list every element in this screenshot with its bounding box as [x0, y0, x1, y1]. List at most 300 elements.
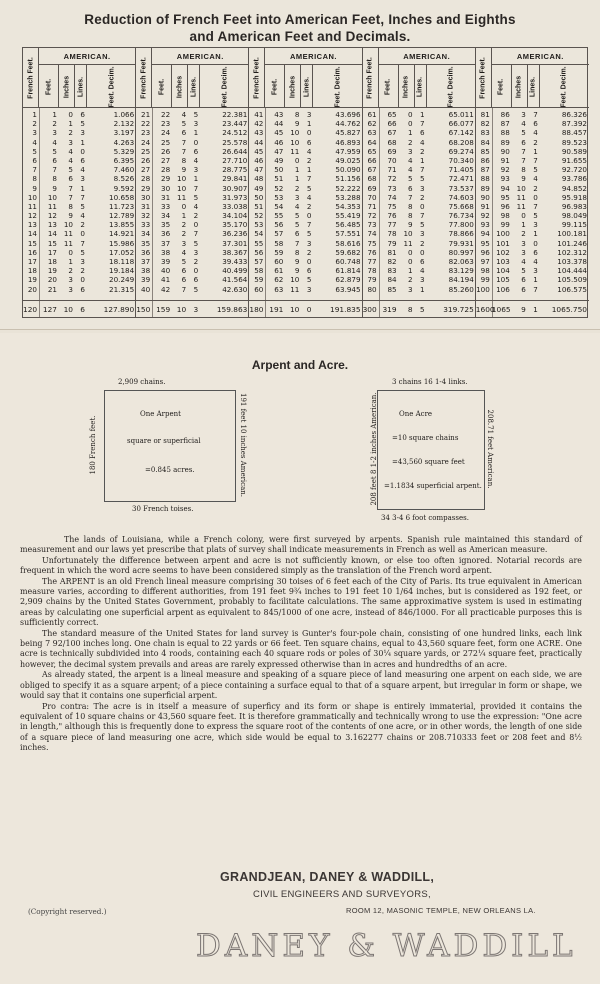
table-cell: 28.775 — [222, 165, 248, 175]
table-cell: 5 — [193, 238, 199, 248]
table-cell: 63.945 — [335, 284, 361, 294]
table-cell: 1 — [420, 110, 425, 119]
table-cell: 8 — [68, 201, 73, 211]
table-cell: 1 — [80, 137, 85, 147]
table-cell: 8 — [408, 201, 413, 211]
table-cell: 42 — [161, 284, 171, 294]
table-cell: 76 — [367, 247, 377, 257]
table-cell: 3 — [408, 284, 413, 294]
table-cell: 3 — [521, 238, 526, 248]
table-cell: 34 — [161, 211, 171, 221]
table-row — [136, 266, 248, 275]
table-cell: 19 — [27, 275, 37, 285]
paragraph-4: The standard measure of the United States for land survey is Gunter's four-pole chain, consisting of one hundred links, each link being 7 92/100 inches long. One chain is equal to 22 yards or 66 feet. Ten square chains, equal to 43,560 square feet, form one ACRE. One acre is technically subdivided into 4 roods, containing each 40 square rods or poles of 30¼ square yards, or 272¼ square feet, practically however, the decimal system prevails and areas are rarely expressed otherwise than in acres and hundredths of an acre. — [20, 628, 582, 669]
table-cell: 11 — [63, 238, 73, 248]
sub-header — [285, 65, 301, 108]
table-cell: 11 — [403, 238, 413, 248]
table-cell: 82 — [480, 119, 490, 129]
table-cell: 106 — [496, 284, 510, 294]
table-cell: 105.509 — [557, 275, 587, 285]
table-row — [136, 193, 248, 202]
table-cell: 55.419 — [335, 211, 361, 221]
table-cell: 36 — [161, 229, 171, 239]
table-cell: 0 — [306, 257, 312, 266]
table-cell: 79 — [367, 275, 377, 285]
table-cell: 70 — [387, 155, 397, 165]
table-cell: 62 — [367, 119, 377, 129]
table-cell: 0 — [80, 146, 85, 156]
table-cell: 23 — [161, 119, 171, 129]
table-cell: 7.460 — [113, 165, 135, 175]
table-row — [23, 275, 135, 284]
table-cell: 60 — [274, 257, 284, 266]
table-cell: 5 — [408, 174, 413, 184]
table-cell: 0 — [193, 137, 199, 147]
table-cell: 10 — [403, 229, 413, 239]
total-cell: 180 — [249, 305, 264, 314]
table-cell: 2 — [306, 201, 312, 211]
table-cell: 6 — [181, 128, 187, 138]
table-cell: 60.748 — [335, 257, 361, 266]
table-cell: 61.814 — [335, 266, 361, 276]
table-row — [23, 174, 135, 183]
table-cell: 9 — [68, 211, 73, 221]
table-cell: 9 — [408, 220, 413, 230]
table-cell: 10 — [27, 192, 37, 202]
table-rows — [363, 110, 475, 294]
table-cell: 11 — [47, 201, 57, 211]
table-cell: 9.592 — [113, 183, 135, 193]
table-cell: 6 — [306, 137, 312, 147]
table-cell: 7 — [408, 192, 413, 202]
header-french-feet — [476, 48, 492, 108]
table-cell: 21.315 — [109, 284, 135, 294]
table-cell: 42 — [254, 119, 264, 129]
table-cell: 73 — [367, 220, 377, 230]
table-cell: 95.918 — [561, 192, 587, 202]
table-cell: 61 — [367, 110, 377, 119]
table-cell: 7 — [521, 146, 526, 156]
table-cell: 54.353 — [335, 201, 361, 211]
table-cell: 6 — [306, 266, 312, 276]
table-row — [23, 229, 135, 238]
table-cell: 82.063 — [448, 257, 474, 266]
table-cell: 94 — [480, 229, 490, 239]
total-cell: 1065.750 — [551, 305, 587, 314]
table-cell: 11 — [290, 284, 300, 294]
table-cell: 26 — [161, 146, 171, 156]
sub-header-label: Lines. — [190, 76, 198, 97]
table-cell: 52 — [274, 183, 284, 193]
sub-header — [172, 65, 188, 108]
table-cell: 7 — [80, 238, 85, 248]
table-cell: 30 — [161, 183, 171, 193]
table-cell: 13 — [27, 220, 37, 230]
table-cell: 4 — [68, 146, 73, 156]
table-cell: 1 — [521, 220, 526, 230]
table-cell: 9 — [521, 174, 526, 184]
table-row — [363, 229, 475, 238]
table-row — [136, 174, 248, 183]
table-cell: 87 — [500, 119, 510, 129]
header-american: AMERICAN. — [265, 48, 361, 65]
table-cell: 77 — [367, 257, 377, 266]
table-cell: 45 — [254, 146, 264, 156]
table-cell: 9 — [294, 257, 300, 266]
sub-header-label: Feet. — [158, 78, 166, 95]
table-cell: 4 — [181, 110, 187, 119]
table-cell: 86.326 — [561, 110, 587, 119]
table-cell: 4 — [181, 247, 187, 257]
table-cell: 46.893 — [335, 137, 361, 147]
table-row — [249, 202, 361, 211]
table-cell: 6 — [533, 247, 538, 257]
table-cell: 4 — [306, 192, 312, 202]
table-cell: 0 — [408, 119, 413, 129]
table-row — [476, 128, 589, 137]
sub-header — [399, 65, 415, 108]
table-cell: 56 — [274, 220, 284, 230]
header-french-feet — [363, 48, 379, 108]
table-cell: 101.246 — [557, 238, 587, 248]
table-cell: 1 — [68, 119, 73, 129]
paragraph-2: Unfortunately the difference between arpent and acre is not sufficiently known, or else too often ignored. Notarial records are frequent in which the word acre seems to have been considered simply as the translation of the French word arpent. — [20, 555, 582, 576]
table-cell: 5 — [80, 247, 85, 257]
table-row — [249, 248, 361, 257]
table-cell: 27.710 — [222, 155, 248, 165]
table-cell: 53 — [274, 192, 284, 202]
table-cell: 54 — [254, 229, 264, 239]
total-cell: 127 — [42, 305, 57, 314]
total-cell: 10 — [63, 305, 73, 314]
table-cell: 3 — [420, 229, 425, 239]
table-cell: 72.471 — [448, 174, 474, 184]
table-cell: 35.170 — [222, 220, 248, 230]
table-row — [476, 147, 589, 156]
table-cell: 1 — [52, 110, 57, 119]
arpent-acre-title: Arpent and Acre. — [251, 358, 349, 372]
table-cell: 26 — [141, 155, 151, 165]
total-cell: 191.835 — [330, 305, 361, 314]
table-cell: 85 — [387, 284, 397, 294]
table-row — [249, 257, 361, 266]
total-cell: 150 — [136, 305, 151, 314]
table-row — [476, 193, 589, 202]
table-cell: 67 — [367, 165, 377, 175]
table-cell: 80 — [367, 284, 377, 294]
table-cell: 5 — [306, 183, 312, 193]
table-cell: 65 — [387, 110, 397, 119]
table-cell: 5 — [32, 146, 37, 156]
conversion-table — [22, 47, 588, 318]
table-cell: 5 — [294, 211, 300, 221]
table-row — [363, 202, 475, 211]
table-cell: 50 — [254, 192, 264, 202]
table-cell: 57 — [254, 257, 264, 266]
sub-header — [200, 65, 249, 108]
table-cell: 93 — [480, 220, 490, 230]
table-cell: 51 — [274, 174, 284, 184]
table-cell: 0 — [68, 247, 73, 257]
table-cell: 71 — [387, 165, 397, 175]
table-cell: 43.696 — [335, 110, 361, 119]
table-cell: 33.038 — [222, 201, 248, 211]
table-row — [476, 211, 589, 220]
table-cell: 6 — [32, 155, 37, 165]
table-row — [363, 165, 475, 174]
table-cell: 89 — [480, 183, 490, 193]
sub-header-label: Inches — [63, 75, 70, 98]
sub-header-label: Feet. — [497, 78, 505, 95]
table-cell: 29 — [161, 174, 171, 184]
table-cell: 14.921 — [109, 229, 135, 239]
table-cell: 10 — [177, 174, 187, 184]
sub-header-label: Lines. — [416, 76, 424, 97]
table-cell: 89.523 — [561, 137, 587, 147]
table-cell: 2 — [533, 183, 538, 193]
table-row — [136, 147, 248, 156]
table-row — [136, 285, 248, 294]
arpent-acre-text — [20, 535, 582, 754]
table-cell: 86 — [500, 110, 510, 119]
table-title-line1: Reduction of French Feet into American Feet, Inches and Eighths — [84, 12, 516, 27]
table-cell: 6 — [193, 275, 199, 285]
table-block — [23, 48, 136, 317]
table-cell: 2 — [80, 220, 85, 230]
table-cell: 61 — [274, 266, 284, 276]
table-cell: 4 — [80, 165, 85, 175]
table-cell: 15 — [47, 238, 57, 248]
table-cell: 90 — [480, 192, 490, 202]
table-cell: 15 — [27, 238, 37, 248]
table-cell: 4 — [408, 165, 413, 175]
total-cell: 127.890 — [103, 305, 135, 314]
table-header — [249, 48, 361, 108]
table-cell: 1 — [80, 183, 85, 193]
table-cell: 6.395 — [113, 155, 135, 165]
table-cell: 9 — [181, 165, 187, 175]
table-cell: 41 — [254, 110, 264, 119]
table-cell: 98 — [500, 211, 510, 221]
table-cell: 6 — [80, 110, 85, 119]
table-cell: 8 — [521, 165, 526, 175]
table-cell: 3 — [80, 257, 85, 266]
total-cell: 191 — [269, 305, 284, 314]
table-cell: 11 — [516, 201, 526, 211]
table-cell: 6 — [408, 183, 413, 193]
table-cell: 91 — [480, 201, 490, 211]
paragraph-3: The ARPENT is an old French lineal measure comprising 30 toises of 6 feet each of the City of Paris. Its true equivalent in American measure varies, according to different authorities, from 191 feet 9¾ inches to 191 feet 10 1/64 inches, but is considered as 192 feet, or 2,909 chains by the United States Government, probably to facilitate calculations. The same approximative system is used in estimating areas by calculating one superficial arpent as equivalent to 845/1000 of one acre, instead of 846/1000. For all practicable purposes this is sufficiently correct. — [20, 576, 582, 628]
table-row — [476, 248, 589, 257]
table-cell: 12.789 — [109, 211, 135, 221]
table-cell: 0 — [193, 266, 199, 276]
table-cell: 4 — [52, 137, 57, 147]
table-row — [23, 119, 135, 128]
table-cell: 6 — [181, 275, 187, 285]
table-cell: 0 — [80, 229, 85, 239]
table-row — [249, 128, 361, 137]
table-header — [23, 48, 135, 108]
table-cell: 59.682 — [335, 247, 361, 257]
table-cell: 32 — [141, 211, 151, 221]
table-cell: 45 — [274, 128, 284, 138]
table-cell: 3 — [420, 183, 425, 193]
table-row — [249, 193, 361, 202]
acre-line-3: =43,560 square feet — [392, 458, 465, 466]
table-row — [476, 229, 589, 238]
table-cell: 57.551 — [335, 229, 361, 239]
table-cell: 2 — [533, 137, 538, 147]
table-cell: 93 — [500, 174, 510, 184]
table-cell: 18.118 — [109, 257, 135, 266]
table-cell: 28 — [161, 165, 171, 175]
table-cell: 0 — [420, 247, 425, 257]
table-cell: 48 — [254, 174, 264, 184]
table-cell: 7 — [294, 238, 300, 248]
table-cell: 31 — [141, 201, 151, 211]
table-row — [136, 248, 248, 257]
table-cell: 95 — [480, 238, 490, 248]
table-row — [249, 275, 361, 284]
table-cell: 10 — [63, 220, 73, 230]
table-cell: 49 — [254, 183, 264, 193]
table-cell: 0 — [420, 201, 425, 211]
table-cell: 3 — [193, 247, 199, 257]
table-cell: 72 — [367, 211, 377, 221]
table-cell: 14 — [47, 229, 57, 239]
table-row — [476, 275, 589, 284]
table-cell: 44.762 — [335, 119, 361, 129]
table-row — [249, 156, 361, 165]
table-row — [249, 220, 361, 229]
table-cell: 40 — [141, 284, 151, 294]
table-cell: 20 — [27, 284, 37, 294]
sub-header — [540, 65, 589, 108]
table-cell: 8 — [32, 174, 37, 184]
total-cell: 1600 — [475, 305, 495, 314]
table-row — [476, 138, 589, 147]
table-cell: 0 — [80, 275, 85, 285]
sub-header — [265, 65, 285, 108]
table-cell: 85.260 — [448, 284, 474, 294]
table-cell: 5 — [193, 110, 199, 119]
sub-header — [59, 65, 75, 108]
table-cell: 31.973 — [222, 192, 248, 202]
table-cell: 81 — [387, 247, 397, 257]
table-cell: 1 — [68, 257, 73, 266]
sub-header — [39, 65, 59, 108]
table-cell: 39 — [161, 257, 171, 266]
table-cell: 8.526 — [113, 174, 135, 184]
table-cell: 0 — [533, 238, 538, 248]
table-row — [476, 110, 589, 119]
table-row — [136, 220, 248, 229]
table-cell: 39.433 — [222, 257, 248, 266]
table-row — [249, 165, 361, 174]
sub-header — [75, 65, 87, 108]
table-cell: 68 — [387, 137, 397, 147]
table-cell: 31 — [161, 192, 171, 202]
sub-header — [492, 65, 512, 108]
table-cell: 74 — [387, 192, 397, 202]
arpent-line-2: square or superficial — [127, 437, 201, 445]
table-cell: 84 — [480, 137, 490, 147]
table-cell: 4 — [521, 257, 526, 266]
table-cell: 103.378 — [557, 257, 587, 266]
table-cell: 5 — [193, 192, 199, 202]
table-cell: 49.025 — [335, 155, 361, 165]
table-row — [23, 285, 135, 294]
total-cell: 159 — [156, 305, 171, 314]
table-cell: 5 — [306, 275, 312, 285]
table-row — [363, 220, 475, 229]
table-cell: 21 — [141, 110, 151, 119]
table-cell: 2 — [306, 247, 312, 257]
table-cell: 45.827 — [335, 128, 361, 138]
table-cell: 10 — [47, 192, 57, 202]
table-cell: 1 — [420, 155, 425, 165]
table-cell: 1 — [533, 275, 538, 285]
table-cell: 5 — [181, 119, 187, 129]
table-row — [476, 174, 589, 183]
table-cell: 2 — [306, 155, 312, 165]
table-cell: 4 — [294, 201, 300, 211]
table-row — [23, 138, 135, 147]
table-cell: 7 — [420, 119, 425, 129]
table-cell: 91 — [500, 155, 510, 165]
table-cell: 6 — [68, 174, 73, 184]
table-cell: 1 — [533, 229, 538, 239]
header-american: AMERICAN. — [152, 48, 248, 65]
table-cell: 80.997 — [448, 247, 474, 257]
table-cell: 95 — [500, 192, 510, 202]
table-cell: 70 — [367, 192, 377, 202]
table-cell: 104 — [496, 266, 510, 276]
acre-line-4: =1.1834 superficial arpent. — [384, 482, 482, 490]
table-cell: 3 — [533, 266, 538, 276]
table-row — [136, 275, 248, 284]
table-row — [476, 165, 589, 174]
table-cell: 34 — [141, 229, 151, 239]
firm-name: GRANDJEAN, DANEY & WADDILL, — [220, 870, 435, 884]
table-row — [23, 110, 135, 119]
table-cell: 74 — [367, 229, 377, 239]
table-cell: 40.499 — [222, 266, 248, 276]
paragraph-5: As already stated, the arpent is a lineal measure and speaking of a square piece of land measuring one arpent on each side, we are obliged to specify it as a square arpent; of a piece containing a surface equal to that of a square arpent, but irregular in form or shape, we would say that it contains one superficial arpent. — [20, 670, 582, 701]
sub-header — [512, 65, 528, 108]
table-cell: 3.197 — [113, 128, 135, 138]
table-cell: 66.077 — [448, 119, 474, 129]
total-cell: 3 — [193, 305, 199, 314]
table-block — [136, 48, 249, 317]
table-row — [23, 147, 135, 156]
table-cell: 14 — [27, 229, 37, 239]
table-cell: 2 — [68, 128, 73, 138]
table-cell: 38.367 — [222, 247, 248, 257]
table-cell: 100 — [476, 284, 490, 294]
sub-header-label: Feet. — [271, 78, 279, 95]
table-cell: 82 — [387, 257, 397, 266]
acre-left-label: 208 feet 8 1-2 inches American. — [370, 392, 378, 506]
table-cell: 8 — [294, 110, 300, 119]
table-cell: 13.855 — [109, 220, 135, 230]
table-cell: 75.668 — [448, 201, 474, 211]
table-cell: 10.658 — [109, 192, 135, 202]
table-total-row — [136, 300, 248, 319]
table-cell: 51.156 — [335, 174, 361, 184]
sub-header — [415, 65, 427, 108]
table-cell: 63 — [367, 128, 377, 138]
